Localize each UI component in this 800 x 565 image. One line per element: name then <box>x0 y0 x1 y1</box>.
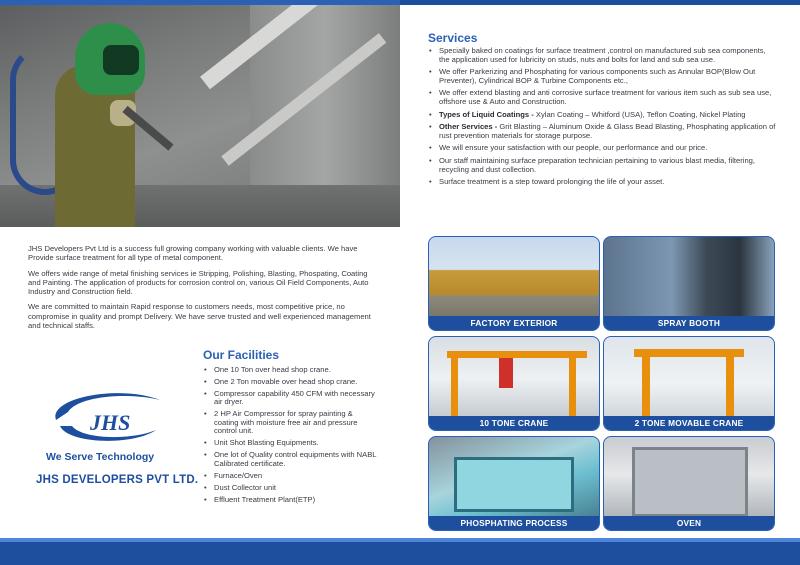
facility-item: • Dust Collector unit <box>203 484 379 493</box>
brand-tagline: We Serve Technology <box>46 451 155 463</box>
phosphating-tank <box>454 457 574 512</box>
photo-factory-exterior <box>428 236 600 331</box>
photo-spray-booth <box>603 236 775 331</box>
photo-caption: PHOSPHATING PROCESS <box>429 516 599 530</box>
photo-caption: 2 TONE MOVABLE CRANE <box>604 416 774 430</box>
facility-item: • Compressor capability 450 CFM with necessary air dryer. <box>203 390 379 407</box>
service-text: We will ensure your satisfaction with our people, our performance and our price. <box>439 143 708 153</box>
service-text: Grit Blasting – Aluminum Oxide & Glass Bead Blasting, Phosphating application of rust prevention materials for storage purpose. <box>439 122 776 140</box>
intro-paragraph-2: We offers wide range of metal finishing services ie Stripping, Polishing, Blasting, Phospating, Coating and Painting. The application of products for corrosion control on, various Oil Field Components, Auto Industry and Construction field. <box>28 268 369 297</box>
oven-chamber <box>632 447 748 517</box>
facility-item: • One 10 Ton over head shop crane. <box>203 366 379 375</box>
crane-leg <box>726 349 734 417</box>
photo-phosphating-process <box>428 436 600 531</box>
company-intro <box>28 244 374 336</box>
service-item <box>428 178 776 187</box>
facility-item: • One 2 Ton movable over head shop crane. <box>203 378 379 387</box>
service-label: Other Services - <box>439 122 500 132</box>
facilities-title: Our Facilities <box>203 348 280 362</box>
facility-item: • Effluent Treatment Plant(ETP) <box>203 496 379 505</box>
intro-paragraph-1: JHS Developers Pvt Ltd is a success full growing company working with valuable clients. We have Provide surface treatment for all type of metal component. <box>28 244 358 263</box>
crane-leg <box>642 349 650 417</box>
crane-girder <box>447 351 587 358</box>
service-item <box>428 123 776 140</box>
service-text: Our staff maintaining surface preparation technician pertaining to various blast media, filtering, recycling and dust collection. <box>439 155 756 174</box>
service-item <box>428 157 776 174</box>
service-text: Specially baked on coatings for surface treatment ,control on manufactured sub sea components, the application used for lubricity on studs, nuts and bolts for land and sub sea use. <box>439 46 766 64</box>
services-title: Services <box>428 31 478 45</box>
photo-caption: 10 TONE CRANE <box>429 416 599 430</box>
photo-caption: SPRAY BOOTH <box>604 316 774 330</box>
crane-leg <box>569 351 576 416</box>
facility-item: • One lot of Quality control equipments with NABL Calibrated certificate. <box>203 451 379 468</box>
service-text: Xylan Coating – Whitford (USA), Teflon Coating, Nickel Plating <box>535 109 746 119</box>
service-text: We offer extend blasting and anti corrosive surface treatment for various item such as sub sea use, offshore use & Auto and Construction. <box>439 88 772 106</box>
company-name: JHS DEVELOPERS PVT LTD. <box>36 474 199 486</box>
intro-paragraph-3: We are committed to maintain Rapid response to customers needs, most competitive price, no compromise in quality and prompt Delivery. We have serve trusted and well experienced management and technical staffs. <box>28 302 371 331</box>
facility-item: • Unit Shot Blasting Equipments. <box>203 439 379 448</box>
service-item <box>428 144 776 153</box>
service-text: We offer Parkerizing and Phosphating for various components such as Annular BOP(Blow Out Preventer), Cylindrical BOP & Turbine Components etc., <box>439 67 756 85</box>
service-text: Surface treatment is a step toward prolonging the life of your asset. <box>439 177 665 187</box>
photo-caption: OVEN <box>604 516 774 530</box>
jhs-logo-icon <box>38 390 168 448</box>
service-item <box>428 111 776 120</box>
photo-caption: FACTORY EXTERIOR <box>429 316 599 330</box>
service-item <box>428 47 776 64</box>
hero-helmet-visor <box>103 45 139 75</box>
logo-letters: JHS <box>90 410 131 435</box>
services-list <box>428 47 776 191</box>
photo-oven <box>603 436 775 531</box>
top-accent-bar-right <box>400 0 800 5</box>
photo-2-tone-movable-crane <box>603 336 775 431</box>
crane-hoist <box>499 358 513 388</box>
facility-item: • Furnace/Oven <box>203 472 379 481</box>
photo-10-tone-crane <box>428 336 600 431</box>
facilities-list <box>203 366 379 507</box>
service-label: Types of Liquid Coatings - <box>439 109 536 119</box>
facility-item: • 2 HP Air Compressor for spray painting & coating with moisture free air and pressure control unit. <box>203 410 379 436</box>
bottom-bar-highlight <box>0 538 800 542</box>
hero-photo-sandblasting-worker <box>0 5 400 227</box>
service-item <box>428 68 776 85</box>
bottom-accent-bar <box>0 538 800 565</box>
company-logo-block <box>20 388 205 498</box>
service-item <box>428 89 776 106</box>
crane-leg <box>451 351 458 416</box>
